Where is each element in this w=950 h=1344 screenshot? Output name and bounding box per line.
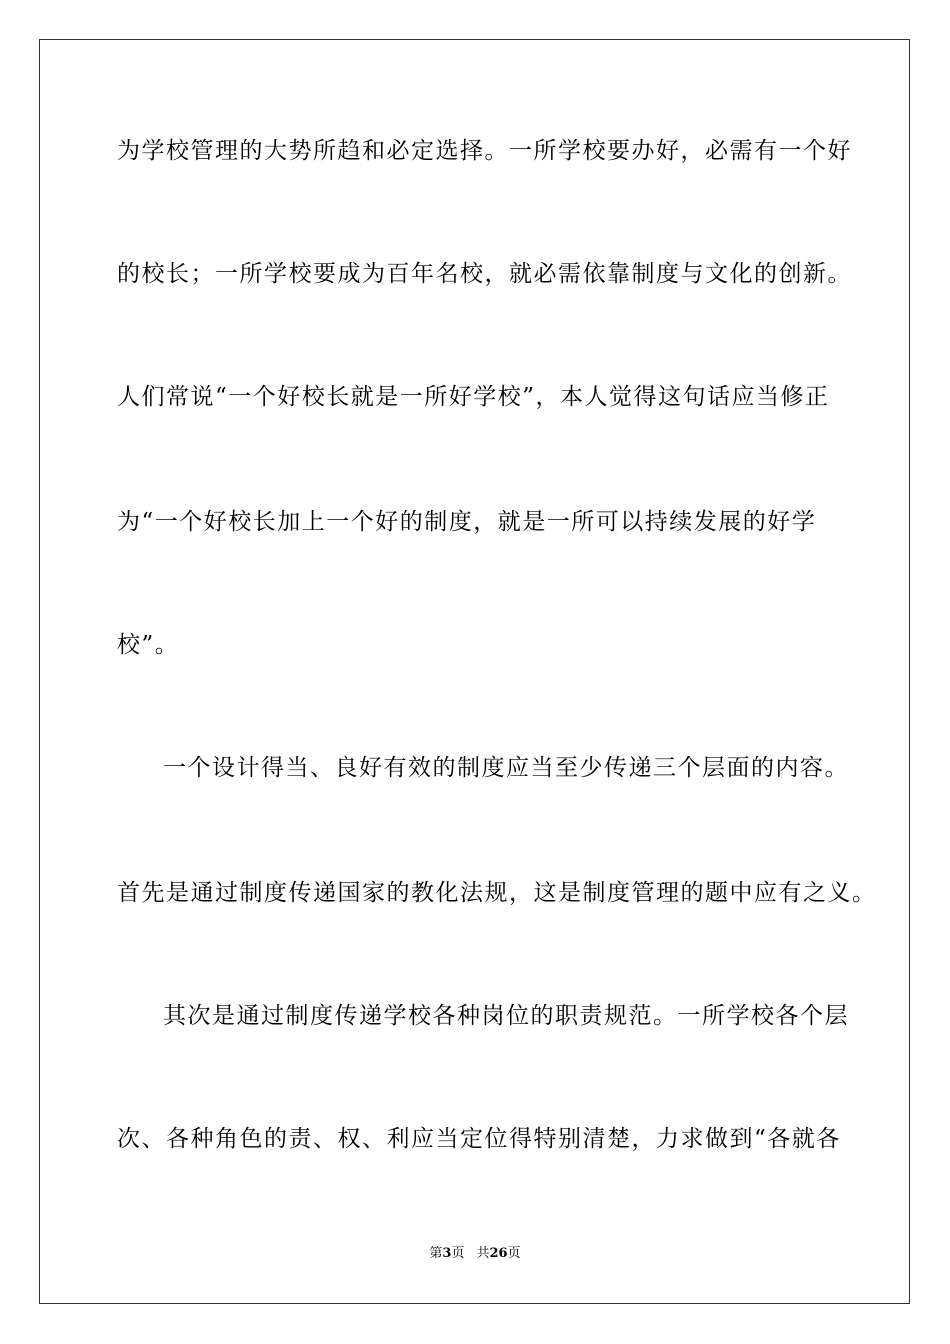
page-footer bbox=[0, 1246, 950, 1262]
page-border bbox=[39, 39, 910, 1304]
body-line-9: 次、各种角色的责、权、利应当定位得特别清楚，力求做到“各就各 bbox=[117, 1126, 841, 1152]
body-line-5: 校”。 bbox=[117, 632, 180, 658]
footer-page-total: 26 bbox=[489, 1246, 508, 1261]
body-line-6: 一个设计得当、良好有效的制度应当至少传递三个层面的内容。 bbox=[163, 755, 849, 781]
body-line-3: 人们常说“一个好校长就是一所好学校”，本人觉得这句话应当修正 bbox=[117, 384, 830, 410]
body-line-2: 的校长；一所学校要成为百年名校，就必需依靠制度与文化的创新。 bbox=[117, 261, 852, 287]
body-line-7: 首先是通过制度传递国家的教化法规，这是制度管理的题中应有之义。 bbox=[117, 880, 877, 906]
body-line-1: 为学校管理的大势所趋和必定选择。一所学校要办好，必需有一个好 bbox=[117, 138, 852, 164]
footer-page-suffix: 页 bbox=[451, 1246, 465, 1261]
footer-total-prefix: 共 bbox=[476, 1246, 490, 1261]
footer-page-current: 3 bbox=[442, 1246, 452, 1261]
footer-page-prefix: 第 bbox=[429, 1246, 443, 1261]
footer-total-suffix: 页 bbox=[507, 1246, 521, 1261]
body-line-4: 为“一个好校长加上一个好的制度，就是一所可以持续发展的好学 bbox=[117, 509, 817, 535]
body-line-8: 其次是通过制度传递学校各种岗位的职责规范。一所学校各个层 bbox=[163, 1003, 849, 1029]
